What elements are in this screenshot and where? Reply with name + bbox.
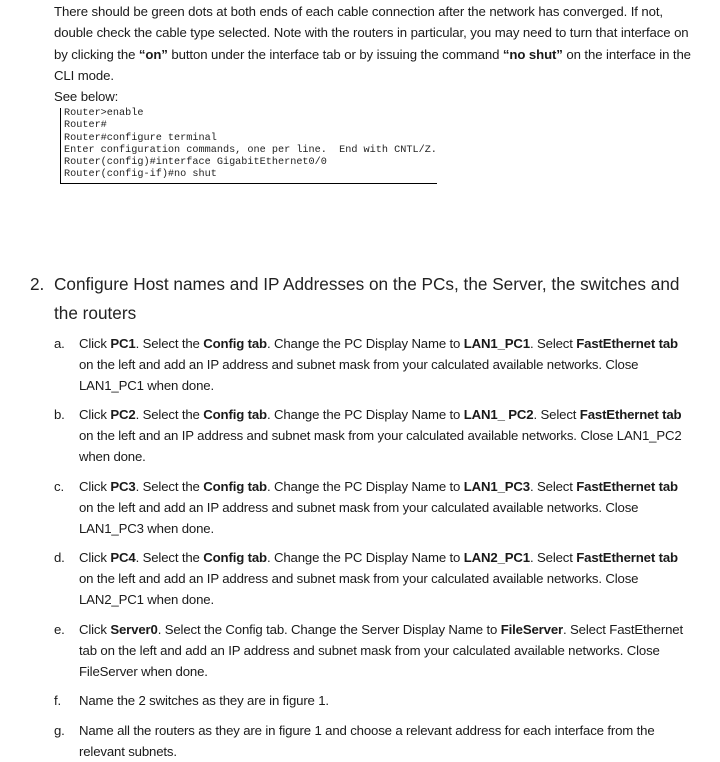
intro-end: on the interface in the CLI mode. bbox=[54, 46, 691, 83]
no-shut-quote: “no shut” bbox=[502, 46, 563, 62]
step-text: Click bbox=[79, 622, 111, 637]
step-bold: LAN2_PC1 bbox=[463, 550, 530, 565]
cli-screenshot bbox=[60, 108, 437, 184]
step-bold: PC1 bbox=[110, 336, 136, 351]
step-text: Click bbox=[79, 336, 111, 351]
step-bold: Config tab bbox=[203, 336, 267, 351]
step-text: . Change the PC Display Name to bbox=[266, 550, 464, 565]
step-text: . Select the bbox=[135, 550, 204, 565]
step-bold: Config tab bbox=[203, 407, 267, 422]
step-text: . Change the PC Display Name to bbox=[266, 407, 464, 422]
section-number: 2. bbox=[30, 274, 45, 294]
step-text: . Select FastEthernet tab on the left and add an IP address and subnet mask from your calculated available networks. Close FileServer when done. bbox=[79, 622, 683, 680]
cli-line: Router>enable bbox=[64, 108, 144, 119]
step-letter: c. bbox=[54, 479, 64, 494]
step-bold: PC3 bbox=[110, 479, 136, 494]
step-text: . Select the Config tab. Change the Server Display Name to bbox=[157, 622, 501, 637]
step-c bbox=[54, 476, 694, 540]
step-b bbox=[54, 404, 694, 468]
step-text: Name all the routers as they are in figure 1 and choose a relevant address for each interface from the relevant subnets. bbox=[79, 723, 655, 760]
step-d bbox=[54, 547, 694, 611]
cli-line: Router(config-if)#no shut bbox=[64, 169, 217, 181]
step-text: . Select bbox=[533, 407, 580, 422]
cli-line: Router#configure terminal bbox=[64, 132, 217, 144]
step-bold: LAN1_ PC2 bbox=[463, 407, 534, 422]
step-text: Name the 2 switches as they are in figure 1. bbox=[79, 693, 329, 708]
step-text: Click bbox=[79, 479, 111, 494]
step-bold: LAN1_PC3 bbox=[463, 479, 530, 494]
step-letter: e. bbox=[54, 622, 65, 637]
section-title: Configure Host names and IP Addresses on the PCs, the Server, the switches and the routers bbox=[54, 274, 680, 323]
step-bold: FastEthernet tab bbox=[576, 336, 678, 351]
step-text: . Select the bbox=[135, 336, 204, 351]
intro-mid: button under the interface tab or by issuing the command bbox=[167, 46, 503, 62]
step-g bbox=[54, 720, 694, 762]
intro-paragraph bbox=[54, 1, 699, 107]
step-text: on the left and add an IP address and subnet mask from your calculated available networks. Close LAN2_PC1 when done. bbox=[79, 571, 639, 608]
step-bold: PC4 bbox=[110, 550, 136, 565]
step-text: Click bbox=[79, 550, 111, 565]
step-letter: d. bbox=[54, 550, 65, 565]
step-bold: Config tab bbox=[203, 550, 267, 565]
step-text: . Select bbox=[529, 550, 577, 565]
step-letter: b. bbox=[54, 407, 65, 422]
step-letter: f. bbox=[54, 693, 62, 708]
step-text: . Change the PC Display Name to bbox=[266, 336, 464, 351]
see-below: See below: bbox=[54, 89, 119, 105]
cli-line: Router(config)#interface GigabitEthernet0/0 bbox=[64, 157, 327, 169]
step-letter: g. bbox=[54, 723, 65, 738]
step-bold: LAN1_PC1 bbox=[463, 336, 530, 351]
step-text: on the left and an IP address and subnet mask from your calculated available networks. Close LAN1_PC2 when done. bbox=[79, 428, 682, 465]
step-f bbox=[54, 690, 694, 711]
step-bold: FastEthernet tab bbox=[576, 479, 678, 494]
intro-text: There should be green dots at both ends of each cable connection after the network has converged. If not, double check the cable type selected. Note with the routers in particular, you may need to turn that interface on by clicking the bbox=[54, 4, 689, 62]
step-bold: PC2 bbox=[110, 407, 136, 422]
step-text: Click bbox=[79, 407, 111, 422]
step-bold: FastEthernet tab bbox=[576, 550, 678, 565]
step-text: . Change the PC Display Name to bbox=[266, 479, 464, 494]
step-a bbox=[54, 333, 694, 397]
step-text: . Select bbox=[529, 336, 577, 351]
step-bold: Config tab bbox=[203, 479, 267, 494]
step-text: on the left and add an IP address and subnet mask from your calculated available networks. Close LAN1_PC1 when done. bbox=[79, 357, 639, 394]
step-bold: FastEthernet tab bbox=[579, 407, 682, 422]
step-text: . Select the bbox=[135, 407, 204, 422]
step-e bbox=[54, 619, 694, 683]
cli-line: Router# bbox=[64, 120, 107, 132]
on-quote: “on” bbox=[138, 46, 168, 62]
cli-line: Enter configuration commands, one per line. End with CNTL/Z. bbox=[64, 144, 437, 156]
step-text: on the left and add an IP address and subnet mask from your calculated available networks. Close LAN1_PC3 when done. bbox=[79, 500, 639, 537]
step-bold: Server0 bbox=[110, 622, 158, 637]
step-bold: FileServer bbox=[500, 622, 563, 637]
step-text: . Select bbox=[529, 479, 577, 494]
step-letter: a. bbox=[54, 336, 65, 351]
step-text: . Select the bbox=[135, 479, 204, 494]
